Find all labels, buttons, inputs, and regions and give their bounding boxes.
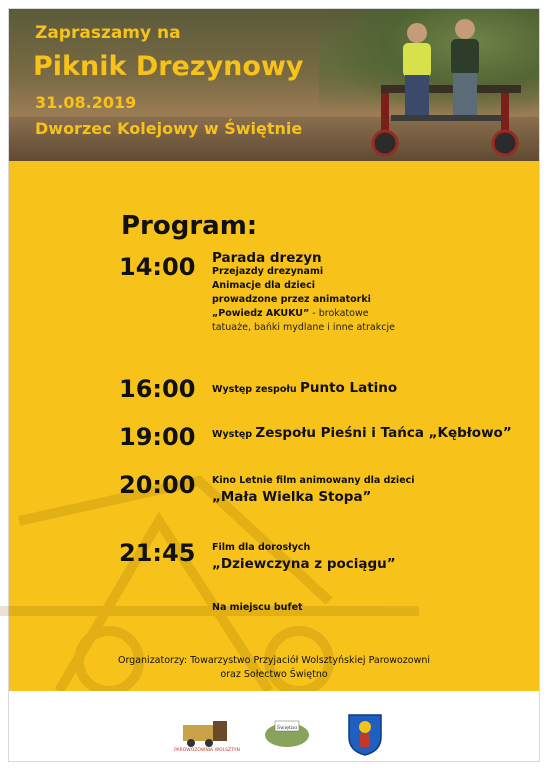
- footer-logos: [9, 691, 539, 761]
- buffet-note: Na miejscu bufet: [212, 602, 303, 613]
- event-prefix: Występ zespołu: [212, 384, 300, 395]
- event-date: 31.08.2019: [35, 93, 137, 112]
- swietno-logo: [261, 715, 313, 751]
- event-details: [212, 474, 415, 504]
- logo-text: Świętno: [276, 725, 298, 731]
- event-time: 16:00: [119, 375, 196, 403]
- event-name: „Mała Wielka Stopa”: [212, 489, 372, 505]
- event-details: [212, 426, 512, 442]
- organizers-line: oraz Sołectwo Świętno: [220, 669, 328, 680]
- event-time: 19:00: [119, 423, 196, 451]
- event-time: 21:45: [119, 539, 196, 567]
- draisine-riders-photo: [361, 15, 531, 161]
- coat-of-arms-icon: [345, 711, 385, 757]
- event-time: 14:00: [119, 253, 196, 281]
- logo-text: PAROWOZOWNIA WOLSZTYN: [174, 748, 240, 753]
- event-prefix: Występ: [212, 429, 256, 440]
- header-banner: [9, 9, 539, 161]
- event-details: [212, 251, 395, 335]
- event-line: Kino Letnie film animowany dla dzieci: [212, 475, 415, 486]
- event-quote-rest: - brokatowe: [309, 308, 369, 319]
- event-line: Film dla dorosłych: [212, 542, 311, 553]
- header-subtitle: Zapraszamy na: [35, 23, 181, 43]
- program-heading: Program:: [121, 211, 258, 241]
- parowozownia-logo: [174, 719, 240, 755]
- poster: [8, 8, 540, 762]
- event-line: Przejazdy drezynami: [212, 266, 324, 277]
- event-quote: „Powiedz AKUKU”: [212, 308, 310, 319]
- event-place: Dworzec Kolejowy w Świętnie: [35, 119, 303, 138]
- event-details: [212, 381, 397, 397]
- event-line: prowadzone przez animatorki: [212, 294, 371, 305]
- event-name: Zespołu Pieśni i Tańca „Kębłowo”: [255, 425, 512, 441]
- organizers-line: Organizatorzy: Towarzystwo Przyjaciół Wolsztyńskiej Parowozowni: [117, 655, 431, 666]
- event-time: 20:00: [119, 471, 196, 499]
- event-name: Punto Latino: [299, 380, 398, 396]
- event-line: tatuaże, bańki mydlane i inne atrakcje: [212, 322, 395, 333]
- event-name: Parada drezyn: [212, 250, 322, 266]
- event-details: [212, 541, 396, 571]
- event-name: „Dziewczyna z pociągu”: [212, 556, 396, 572]
- event-line: Animacje dla dzieci: [212, 280, 316, 291]
- program-section: [9, 161, 539, 691]
- event-title: Piknik Drezynowy: [33, 51, 304, 82]
